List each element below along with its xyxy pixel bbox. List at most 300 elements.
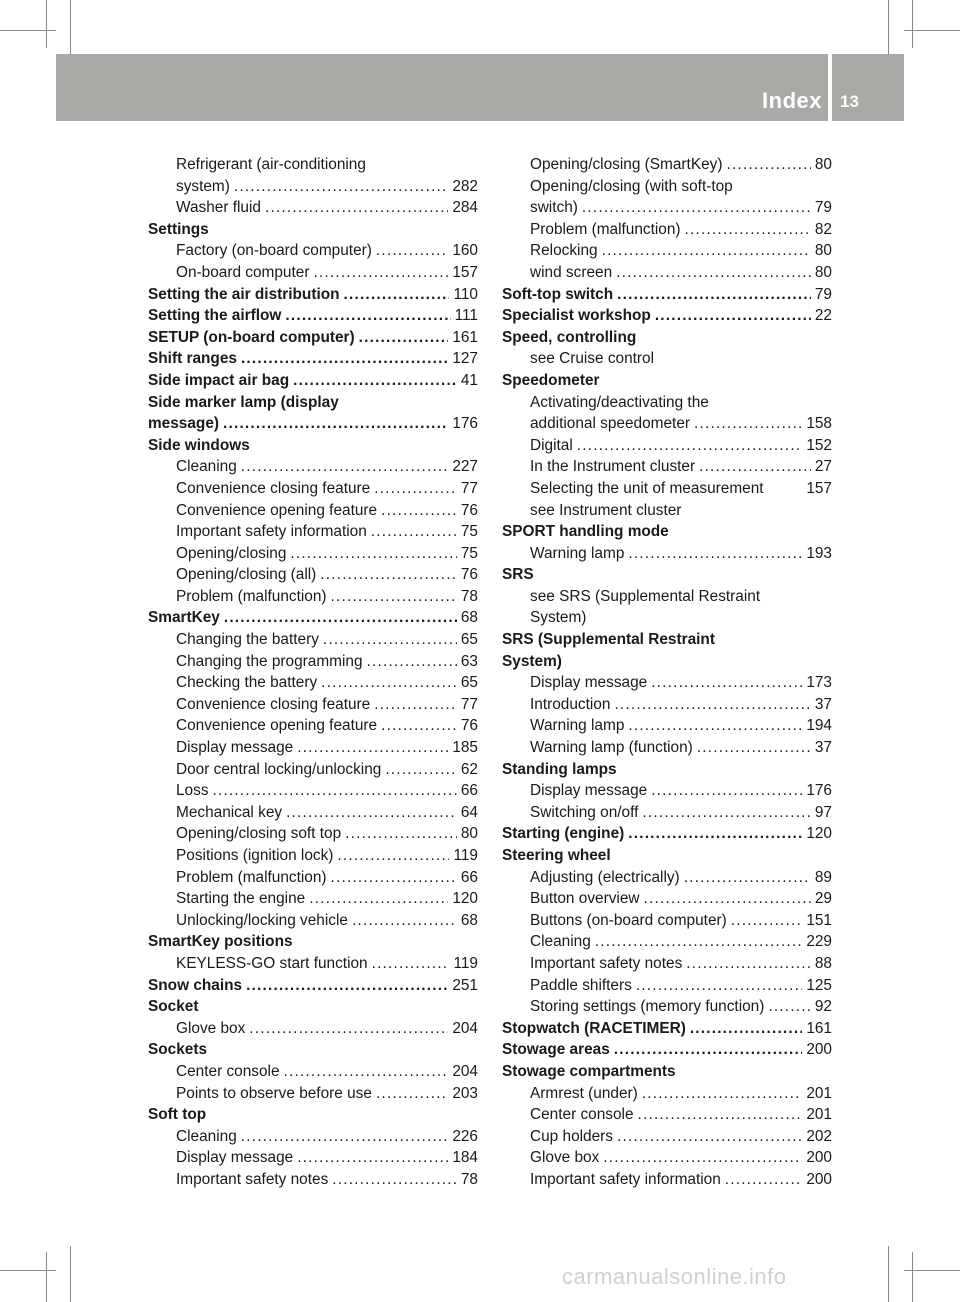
leader-dots — [213, 780, 457, 802]
entry-text: System) — [530, 609, 587, 627]
leader-dots — [699, 456, 811, 478]
index-entry — [148, 1061, 478, 1083]
leader-dots — [614, 1039, 803, 1061]
leader-dots — [655, 305, 811, 327]
entry-text: SPORT handling mode — [502, 523, 669, 541]
index-entry — [148, 823, 478, 845]
index-heading — [148, 413, 478, 435]
index-entry — [502, 500, 832, 522]
index-entry — [502, 802, 832, 824]
leader-dots — [636, 975, 803, 997]
leader-dots — [768, 996, 811, 1018]
index-entry — [148, 1126, 478, 1148]
crop-mark — [70, 0, 71, 56]
leader-dots — [651, 780, 802, 802]
index-heading — [502, 521, 832, 543]
entry-text: Stopwatch (RACETIMER) — [502, 1019, 686, 1037]
index-entry — [502, 931, 832, 953]
entry-page-number: 203 — [452, 1084, 478, 1102]
index-entry — [502, 672, 832, 694]
crop-mark — [0, 30, 56, 31]
index-heading — [502, 845, 832, 867]
leader-dots — [381, 715, 457, 737]
leader-dots — [651, 672, 802, 694]
index-entry — [502, 867, 832, 889]
leader-dots — [616, 262, 811, 284]
leader-dots — [374, 694, 457, 716]
leader-dots — [642, 802, 811, 824]
entry-page-number: 161 — [806, 1019, 832, 1037]
index-heading — [502, 629, 832, 651]
entry-text: Refrigerant (air-conditioning — [176, 156, 366, 173]
entry-page-number: 185 — [452, 739, 478, 757]
leader-dots — [241, 1126, 449, 1148]
index-entry — [148, 1083, 478, 1105]
entry-text: Starting (engine) — [502, 825, 625, 843]
entry-page-number: 161 — [452, 328, 478, 346]
entry-page-number: 176 — [452, 415, 478, 433]
entry-text: Opening/closing soft top — [176, 825, 342, 843]
entry-page-number: 79 — [814, 285, 832, 303]
leader-dots — [367, 651, 457, 673]
index-entry — [148, 953, 478, 975]
leader-dots — [603, 1147, 802, 1169]
leader-dots — [642, 1083, 803, 1105]
entry-text: Steering wheel — [502, 847, 611, 864]
leader-dots — [684, 867, 811, 889]
entry-page-number: 41 — [460, 371, 478, 389]
entry-text: Adjusting (electrically) — [530, 868, 680, 886]
entry-page-number: 68 — [460, 609, 478, 627]
entry-text: Cleaning — [530, 933, 591, 951]
entry-text: Introduction — [530, 695, 611, 713]
index-heading — [502, 370, 832, 392]
entry-page-number: 77 — [460, 479, 478, 497]
leader-dots — [249, 1018, 448, 1040]
index-entry — [502, 975, 832, 997]
crop-mark — [888, 1246, 889, 1302]
index-heading — [148, 305, 478, 327]
entry-text: Cup holders — [530, 1127, 613, 1145]
entry-page-number: 201 — [806, 1106, 832, 1124]
index-heading — [502, 759, 832, 781]
leader-dots — [331, 867, 457, 889]
entry-page-number: 282 — [452, 177, 478, 195]
leader-dots — [323, 629, 457, 651]
index-entry — [502, 543, 832, 565]
entry-text: Convenience closing feature — [176, 695, 371, 713]
entry-text: Door central locking/unlocking — [176, 760, 382, 778]
entry-text: System) — [502, 652, 562, 670]
entry-page-number: 119 — [453, 954, 478, 972]
index-entry — [148, 521, 478, 543]
index-entry — [148, 1169, 478, 1191]
index-heading — [148, 435, 478, 457]
entry-text: see SRS (Supplemental Restraint — [530, 587, 761, 605]
entry-page-number: 68 — [460, 911, 478, 929]
header-divider — [828, 54, 832, 121]
leader-dots — [694, 413, 802, 435]
entry-text: Loss — [176, 782, 209, 800]
entry-page-number: 229 — [806, 933, 832, 951]
index-entry — [148, 715, 478, 737]
entry-page-number: 66 — [460, 868, 478, 886]
entry-text: Shift ranges — [148, 350, 237, 368]
leader-dots — [241, 456, 449, 478]
entry-text: Snow chains — [148, 976, 243, 994]
index-entry — [502, 780, 832, 802]
entry-text: SmartKey positions — [148, 933, 293, 951]
entry-page-number: 110 — [453, 285, 478, 303]
entry-page-number: 158 — [806, 415, 832, 433]
entry-text: Opening/closing — [176, 544, 287, 562]
entry-page-number: 227 — [452, 458, 478, 476]
entry-text: Sockets — [148, 1041, 208, 1059]
index-heading — [148, 284, 478, 306]
entry-page-number: 76 — [460, 717, 478, 735]
entry-text: Opening/closing (SmartKey) — [530, 156, 723, 173]
entry-text: Armrest (under) — [530, 1084, 638, 1102]
entry-page-number: 160 — [452, 242, 478, 260]
leader-dots — [284, 1061, 449, 1083]
index-entry — [148, 651, 478, 673]
entry-page-number: 92 — [814, 998, 832, 1016]
entry-text: Specialist workshop — [502, 307, 651, 325]
index-entry — [148, 478, 478, 500]
index-entry — [502, 413, 832, 435]
entry-text: Warning lamp — [530, 717, 625, 735]
entry-text: Starting the engine — [176, 890, 306, 908]
entry-page-number: 284 — [452, 199, 478, 217]
entry-text: Problem (malfunction) — [176, 587, 327, 605]
leader-dots — [628, 543, 802, 565]
entry-text: Convenience closing feature — [176, 479, 371, 497]
entry-text: Speedometer — [502, 371, 600, 389]
entry-page-number: 125 — [806, 976, 832, 994]
entry-page-number: 75 — [460, 523, 478, 541]
index-heading — [148, 327, 478, 349]
index-heading — [502, 564, 832, 586]
entry-page-number: 82 — [814, 220, 832, 238]
entry-text: Switching on/off — [530, 803, 639, 821]
leader-dots — [285, 305, 450, 327]
entry-text: Problem (malfunction) — [176, 868, 327, 886]
entry-text: Display message — [176, 739, 294, 757]
index-heading — [148, 392, 478, 414]
leader-dots — [686, 953, 811, 975]
leader-dots — [286, 802, 457, 824]
entry-text: Settings — [148, 220, 209, 238]
index-entry — [148, 780, 478, 802]
entry-page-number: 75 — [460, 544, 478, 562]
entry-text: Setting the air distribution — [148, 285, 340, 303]
entry-page-number: 111 — [454, 307, 478, 325]
entry-page-number: 78 — [460, 1170, 478, 1188]
index-entry — [502, 910, 832, 932]
leader-dots — [345, 823, 457, 845]
entry-text: Stowage compartments — [502, 1062, 676, 1080]
index-entry — [148, 910, 478, 932]
entry-text: Convenience opening feature — [176, 501, 378, 519]
entry-page-number: 78 — [460, 587, 478, 605]
index-heading — [502, 284, 832, 306]
index-heading — [148, 370, 478, 392]
leader-dots — [731, 910, 803, 932]
leader-dots — [697, 737, 811, 759]
index-entry — [502, 1126, 832, 1148]
entry-text: Buttons (on-board computer) — [530, 911, 727, 929]
entry-page-number: 200 — [806, 1149, 832, 1167]
entry-page-number: 120 — [452, 890, 478, 908]
entry-page-number: 194 — [806, 717, 832, 735]
entry-text: message) — [148, 415, 220, 433]
entry-page-number: 29 — [814, 890, 832, 908]
index-entry — [502, 435, 832, 457]
leader-dots — [293, 370, 457, 392]
entry-text: Button overview — [530, 890, 640, 908]
leader-dots — [385, 759, 457, 781]
index-entry — [502, 348, 832, 370]
index-heading — [502, 327, 832, 349]
index-entry — [502, 197, 832, 219]
entry-text: additional speedometer — [530, 415, 691, 433]
watermark: carmanualsonline.info — [562, 1264, 787, 1289]
leader-dots — [297, 737, 448, 759]
leader-dots — [577, 435, 803, 457]
index-entry — [502, 737, 832, 759]
leader-dots — [331, 586, 457, 608]
index-entry — [148, 1018, 478, 1040]
leader-dots — [617, 284, 811, 306]
entry-text: Side impact air bag — [148, 371, 290, 389]
entry-page-number: 77 — [460, 695, 478, 713]
leader-dots — [638, 1104, 803, 1126]
leader-dots — [617, 1126, 802, 1148]
leader-dots — [352, 910, 457, 932]
index-column-left — [148, 154, 478, 1191]
entry-text: Display message — [176, 1149, 294, 1167]
entry-text: Paddle shifters — [530, 976, 632, 994]
entry-text: Convenience opening feature — [176, 717, 378, 735]
entry-page-number: 76 — [460, 501, 478, 519]
entry-text: Positions (ignition lock) — [176, 847, 334, 864]
entry-page-number: 119 — [453, 847, 478, 864]
entry-text: Glove box — [176, 1019, 246, 1037]
entry-text: Center console — [176, 1062, 280, 1080]
leader-dots — [381, 500, 457, 522]
entry-text: Setting the airflow — [148, 307, 282, 325]
entry-page-number: 27 — [814, 458, 832, 476]
entry-page-number: 120 — [806, 825, 832, 843]
crop-mark — [888, 0, 889, 56]
index-entry — [502, 1104, 832, 1126]
index-entry — [148, 845, 478, 867]
leader-dots — [372, 953, 450, 975]
entry-page-number: 37 — [814, 695, 832, 713]
index-entry — [148, 694, 478, 716]
entry-page-number: 201 — [806, 1084, 832, 1102]
index-entry — [148, 1147, 478, 1169]
entry-page-number: 193 — [806, 544, 832, 562]
index-entry — [148, 543, 478, 565]
index-entry — [502, 262, 832, 284]
leader-dots — [614, 694, 810, 716]
entry-text: Unlocking/locking vehicle — [176, 911, 348, 929]
entry-page-number: 200 — [806, 1041, 832, 1059]
index-entry — [148, 802, 478, 824]
index-heading — [148, 996, 478, 1018]
index-heading — [502, 1039, 832, 1061]
leader-dots — [223, 413, 448, 435]
leader-dots — [582, 197, 811, 219]
index-entry — [148, 737, 478, 759]
entry-page-number: 66 — [460, 782, 478, 800]
index-entry — [502, 694, 832, 716]
entry-text: Mechanical key — [176, 803, 283, 821]
index-entry — [502, 607, 832, 629]
entry-text: Center console — [530, 1106, 634, 1124]
entry-page-number: 204 — [452, 1062, 478, 1080]
crop-mark — [912, 1252, 913, 1302]
entry-text: Stowage areas — [502, 1041, 610, 1059]
section-title: Index — [762, 88, 822, 113]
index-entry — [148, 629, 478, 651]
leader-dots — [685, 219, 811, 241]
index-heading — [502, 651, 832, 673]
index-entry — [502, 176, 832, 198]
entry-page-number: 151 — [806, 911, 832, 929]
entry-text: Cleaning — [176, 1127, 237, 1145]
leader-dots — [321, 672, 457, 694]
entry-page-number: 88 — [814, 954, 832, 972]
index-entry — [502, 953, 832, 975]
entry-page-number: 89 — [814, 868, 832, 886]
index-entry — [148, 262, 478, 284]
crop-mark — [46, 0, 47, 48]
entry-text: Changing the programming — [176, 652, 363, 670]
entry-text: Opening/closing (with soft-top — [530, 177, 733, 195]
leader-dots — [628, 715, 802, 737]
index-entry — [148, 500, 478, 522]
index-entry — [148, 759, 478, 781]
entry-text: KEYLESS-GO start function — [176, 954, 368, 972]
entry-page-number: 79 — [814, 199, 832, 217]
index-entry — [502, 888, 832, 910]
index-heading — [148, 931, 478, 953]
entry-page-number: 76 — [460, 566, 478, 584]
index-entry — [148, 672, 478, 694]
entry-text: On-board computer — [176, 263, 310, 281]
entry-text: Warning lamp (function) — [530, 739, 693, 757]
entry-text: Points to observe before use — [176, 1084, 372, 1102]
entry-text: Relocking — [530, 242, 598, 260]
entry-text: In the Instrument cluster — [530, 458, 696, 476]
entry-text: Important safety information — [176, 523, 367, 541]
leader-dots — [602, 240, 811, 262]
entry-text: Speed, controlling — [502, 328, 637, 346]
entry-page-number: 65 — [460, 674, 478, 692]
entry-text: SRS — [502, 566, 534, 584]
entry-page-number: 157 — [452, 263, 478, 281]
entry-text: Washer fluid — [176, 199, 261, 217]
entry-text: wind screen — [530, 263, 613, 281]
index-entry — [148, 586, 478, 608]
index-heading — [148, 219, 478, 241]
index-entry — [148, 240, 478, 262]
index-entry — [148, 176, 478, 198]
entry-page-number: 251 — [452, 976, 478, 994]
index-heading — [502, 1061, 832, 1083]
index-entry — [502, 456, 832, 478]
entry-page-number: 37 — [814, 739, 832, 757]
entry-text: Factory (on-board computer) — [176, 242, 372, 260]
entry-text: Soft top — [148, 1106, 207, 1124]
index-entry — [502, 154, 832, 176]
index-entry — [502, 715, 832, 737]
entry-text: Display message — [530, 674, 648, 692]
leader-dots — [309, 888, 448, 910]
entry-page-number: 97 — [814, 803, 832, 821]
index-entry — [148, 867, 478, 889]
entry-text: Display message — [530, 782, 648, 800]
leader-dots — [376, 1083, 448, 1105]
leader-dots — [376, 240, 448, 262]
crop-mark — [46, 1252, 47, 1302]
entry-text: system) — [176, 177, 230, 195]
leader-dots — [313, 262, 448, 284]
index-entry — [502, 1147, 832, 1169]
entry-text: SRS (Supplemental Restraint — [502, 631, 715, 649]
leader-dots — [234, 176, 448, 198]
index-entry — [148, 197, 478, 219]
leader-dots — [628, 823, 802, 845]
crop-mark — [912, 0, 913, 48]
crop-mark — [70, 1246, 71, 1302]
leader-dots — [644, 888, 811, 910]
index-entry — [148, 888, 478, 910]
index-entry — [148, 154, 478, 176]
leader-dots — [246, 975, 448, 997]
leader-dots — [344, 284, 450, 306]
entry-page-number: 80 — [814, 263, 832, 281]
entry-page-number: 204 — [452, 1019, 478, 1037]
entry-text: Socket — [148, 998, 199, 1016]
leader-dots — [374, 478, 457, 500]
leader-dots — [726, 154, 810, 176]
entry-text: Important safety notes — [176, 1170, 329, 1188]
entry-text: SmartKey — [148, 609, 220, 627]
entry-page-number: 62 — [460, 760, 478, 778]
leader-dots — [265, 197, 448, 219]
entry-text: switch) — [530, 199, 578, 217]
entry-text: Opening/closing (all) — [176, 566, 317, 584]
entry-page-number: 173 — [806, 674, 832, 692]
entry-page-number: 226 — [452, 1127, 478, 1145]
entry-page-number: 202 — [806, 1127, 832, 1145]
entry-page-number: 157 — [806, 479, 832, 497]
entry-text: Warning lamp — [530, 544, 625, 562]
entry-text: Problem (malfunction) — [530, 220, 681, 238]
entry-page-number: 80 — [814, 242, 832, 260]
leader-dots — [297, 1147, 448, 1169]
leader-dots — [320, 564, 457, 586]
entry-text: SETUP (on-board computer) — [148, 328, 355, 346]
entry-page-number: 63 — [460, 652, 478, 670]
leader-dots — [332, 1169, 457, 1191]
index-entry — [148, 456, 478, 478]
index-heading — [148, 1039, 478, 1061]
index-entry — [502, 586, 832, 608]
